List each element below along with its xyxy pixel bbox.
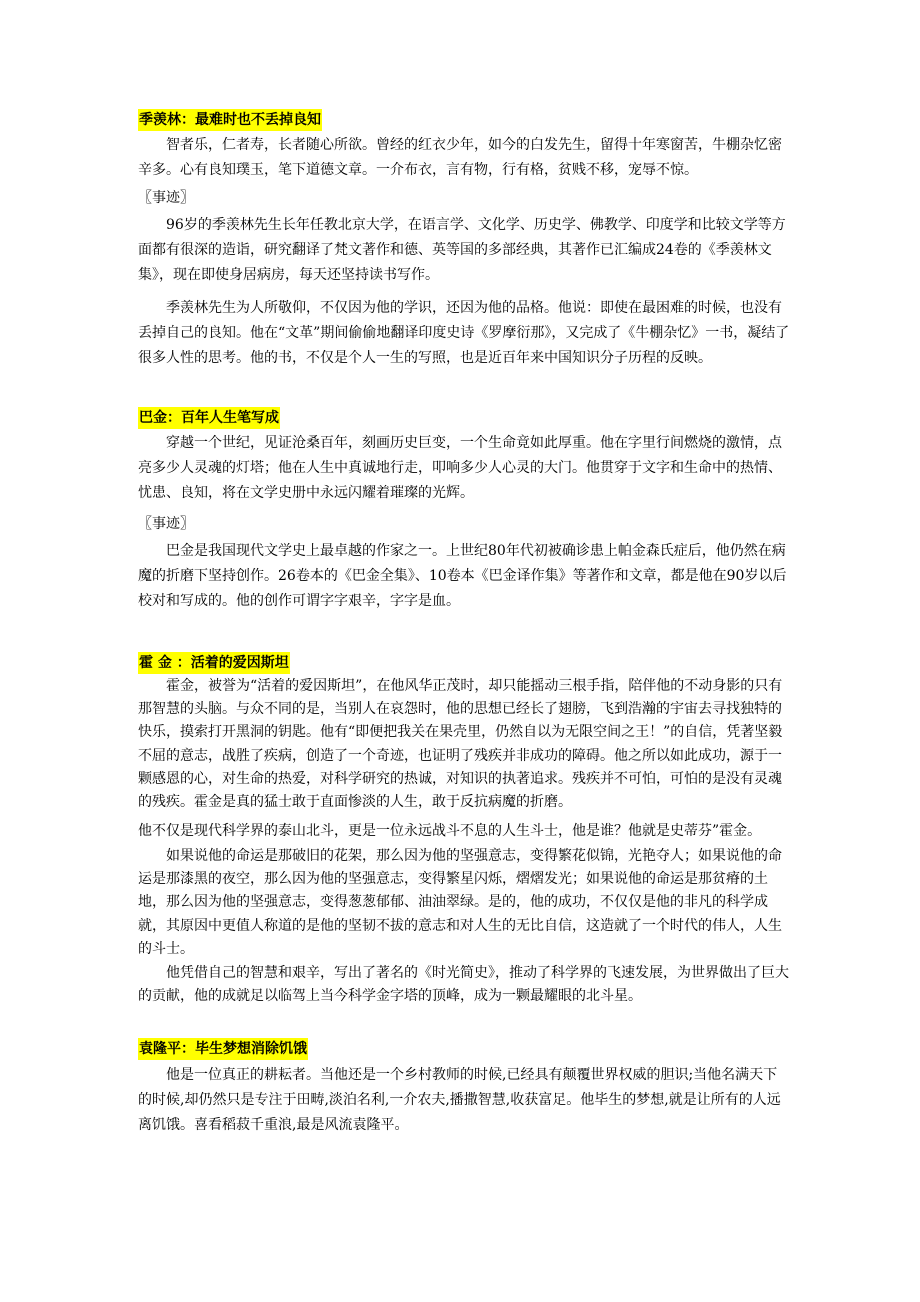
hawking-paragraph: 霍金，被誉为“活着的爱因斯坦”，在他风华正茂时，却只能摇动三根手指，陪伴他的不动身影的只有那智慧的头脑。与众不同的是，当别人在哀怨时，他的思想已经长了翅膀，飞到浩瀚的宇宙去寻找独特的快乐，摸索打开黑洞的钥匙。他有“即便把我关在果壳里，仍然自以为无限空间之王！”的自信，凭著坚毅不屈的意志，战胜了疾病，创造了一个奇迹，也证明了残疾并非成功的障碍。他之所以如此成功，源于一颗感恩的心，对生命的热爱，对科学研究的热诚，对知识的执著追求。残疾并不可怕，可怕的是没有灵魂的残疾。霍金是真的猛士敢于直面惨淡的人生，敢于反抗病魔的折磨。	[138, 678, 783, 811]
section-title-hawking: 霍 金 ：活着的爱因斯坦	[138, 652, 290, 674]
section-title-yuan-longping: 袁隆平：毕生梦想消除饥饿	[138, 1038, 308, 1060]
yuan-paragraph: 他是一位真正的耕耘者。当他还是一个乡村教师的时候,已经具有颠覆世界权威的胆识;当他名满天下的时候,却仍然只是专注于田畴,淡泊名利,一介农夫,播撒智慧,收获富足。他毕生的梦想,就是让所有的人远离饥饿。喜看稻菽千重浪,最是风流袁隆平。	[138, 1067, 781, 1133]
deeds-paragraph: 季羡林先生为人所敬仰，不仅因为他的学识，还因为他的品格。他说：即使在最困难的时候，也没有丢掉自己的良知。他在“文革”期间偷偷地翻译印度史诗《罗摩衍那》，又完成了《牛棚杂忆》一书，凝结了很多人性的思考。他的书，不仅是个人一生的写照，也是近百年来中国知识分子历程的反映。	[138, 300, 790, 366]
deeds-label-ba-jin: 〖事迹〗	[138, 516, 194, 532]
deeds-paragraph: 巴金是我国现代文学史上最卓越的作家之一。上世纪80年代初被确诊患上帕金森氏症后，他仍然在病魔的折磨下坚持创作。26卷本的《巴金全集》、10卷本《巴金译作集》等著作和文章，都是他在90岁以后校对和写成的。他的创作可谓字字艰辛，字字是血。	[138, 543, 787, 609]
hawking-paragraph: 如果说他的命运是那破旧的花架，那么因为他的坚强意志，变得繁花似锦，光艳夺人；如果说他的命运是那漆黑的夜空，那么因为他的坚强意志，变得繁星闪烁，熠熠发光；如果说他的命运是那贫瘠的土地，那么因为他的坚强意志，变得葱葱郁郁、油油翠绿。是的，他的成功，不仅仅是他的非凡的科学成就，其原因中更值人称道的是他的坚韧不拔的意志和对人生的无比自信，这造就了一个时代的伟人，人生的斗士。	[138, 848, 782, 957]
deeds-label-ji-xianlin: 〖事迹〗	[138, 190, 194, 206]
hawking-paragraph: 他凭借自己的智慧和艰辛，写出了著名的《时光简史》，推动了科学界的飞速发展，为世界做出了巨大的贡献，他的成就足以临驾上当今科学金字塔的顶峰，成为一颗最耀眼的北斗星。	[138, 965, 789, 1005]
section-title-ji-xianlin: 季羡林：最难时也不丢掉良知	[138, 109, 322, 131]
section-intro-ba-jin: 穿越一个世纪，见证沧桑百年，刻画历史巨变，一个生命竟如此厚重。他在字里行间燃烧的激情，点亮多少人灵魂的灯塔；他在人生中真诚地行走，叩响多少人心灵的大门。他贯穿于文字和生命中的热情、忧患、良知，将在文学史册中永远闪耀着璀璨的光辉。	[138, 435, 782, 501]
deeds-paragraph: 96岁的季羡林先生长年任教北京大学，在语言学、文化学、历史学、佛教学、印度学和比较文学等方面都有很深的造诣，研究翻译了梵文著作和德、英等国的多部经典，其著作已汇编成24卷的《季羡林文集》，现在即使身居病房，每天还坚持读书写作。	[138, 217, 786, 283]
section-intro-ji-xianlin: 智者乐，仁者寿，长者随心所欲。曾经的红衣少年，如今的白发先生，留得十年寒窗苦，牛棚杂忆密辛多。心有良知璞玉，笔下道德文章。一介布衣，言有物，行有格，贫贱不移，宠辱不惊。	[138, 137, 782, 178]
section-title-ba-jin: 巴金：百年人生笔写成	[138, 407, 280, 429]
hawking-paragraph: 他不仅是现代科学界的泰山北斗，更是一位永远战斗不息的人生斗士，他是谁？他就是史蒂芬”霍金。	[138, 823, 762, 839]
